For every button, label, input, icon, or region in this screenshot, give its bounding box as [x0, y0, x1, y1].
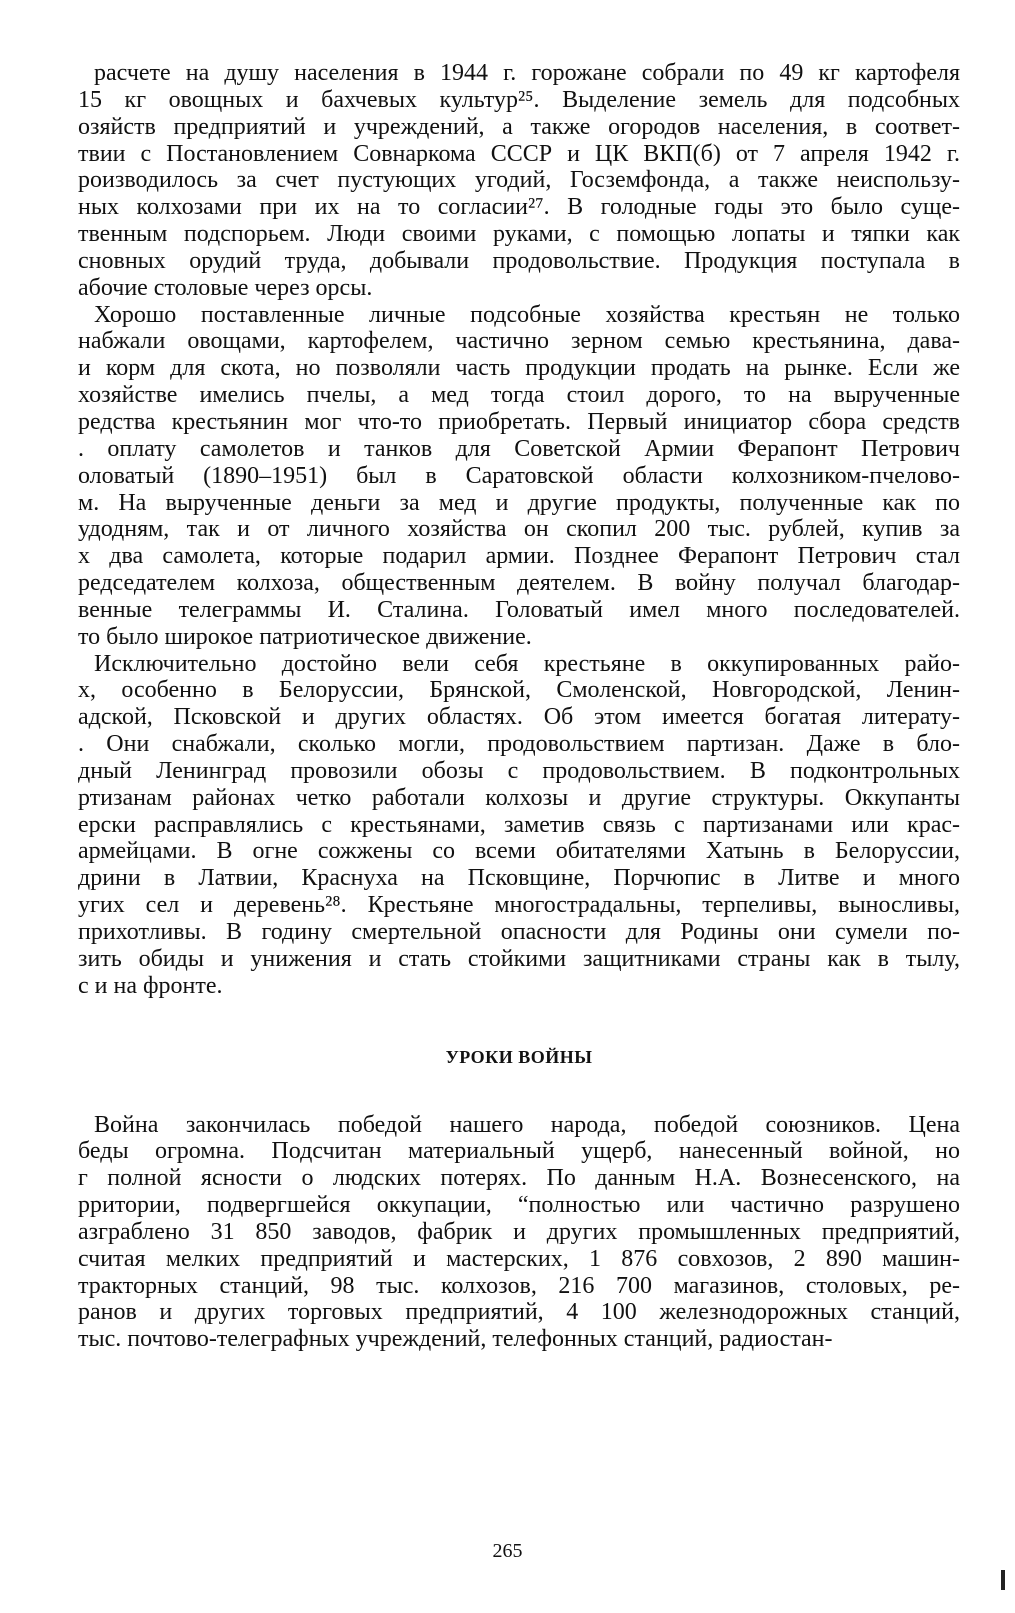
text-line: роизводилось за счет пустующих угодий, Госземфонда, а также неиспользу-	[78, 167, 960, 194]
text-line: зить обиды и унижения и стать стойкими защитниками страны как в тылу,	[78, 945, 960, 972]
text-line: рритории, подвергшейся оккупации, “полностью или частично разрушено	[78, 1192, 960, 1219]
text-line: азграблено 31 850 заводов, фабрик и других промышленных предприятий,	[78, 1218, 960, 1245]
text-line: ранов и других торговых предприятий, 4 100 железнодорожных станций,	[78, 1299, 960, 1326]
text-line: хозяйстве имелись пчелы, а мед тогда стоил дорого, то на вырученные	[78, 382, 960, 409]
text-line: Война закончилась победой нашего народа, победой союзников. Цена	[94, 1111, 960, 1138]
section-heading: УРОКИ ВОЙНЫ	[445, 1046, 593, 1067]
text-line: озяйств предприятий и учреждений, а также огородов населения, в соответ-	[78, 113, 960, 140]
text-line: тыс. почтово-телеграфных учреждений, телефонных станций, радиостан-	[78, 1326, 833, 1353]
text-line: венные телеграммы И. Сталина. Головатый имел много последователей.	[78, 596, 960, 623]
text-line: тракторных станций, 98 тыс. колхозов, 216 700 магазинов, столовых, ре-	[78, 1272, 960, 1299]
text-line: и корм для скота, но позволяли часть продукции продать на рынке. Если же	[78, 355, 960, 382]
text-line: х два самолета, которые подарил армии. Позднее Ферапонт Петрович стал	[78, 543, 960, 570]
book-page	[78, 60, 960, 1560]
text-line: м. На вырученные деньги за мед и другие продукты, полученные как по	[78, 489, 960, 516]
text-line: ных колхозами при их на то согласии²⁷. В голодные годы это было суще-	[78, 194, 960, 221]
text-line: твии с Постановлением Совнаркома СССР и ЦК ВКП(б) от 7 апреля 1942 г.	[78, 140, 960, 167]
section-paragraph	[78, 1112, 960, 1354]
paragraph	[78, 60, 960, 302]
text-line: редства крестьянин мог что-то приобретать. Первый инициатор сбора средств	[78, 408, 960, 435]
text-line: . Они снабжали, сколько могли, продовольствием партизан. Даже в бло-	[78, 731, 960, 758]
text-line: Хорошо поставленные личные подсобные хозяйства крестьян не только	[94, 301, 960, 328]
text-line: дрини в Латвии, Краснуха на Псковщине, Порчюпис в Литве и много	[78, 865, 960, 892]
text-line: армейцами. В огне сожжены со всеми обитателями Хатынь в Белоруссии,	[78, 838, 960, 865]
text-line: абочие столовые через орсы.	[78, 274, 373, 301]
body-text	[78, 60, 960, 1000]
text-line: беды огромна. Подсчитан материальный ущерб, нанесенный войной, но	[78, 1138, 960, 1165]
paragraph	[78, 651, 960, 1000]
text-line: считая мелких предприятий и мастерских, 1 876 совхозов, 2 890 машин-	[78, 1245, 960, 1272]
paragraph	[78, 302, 960, 651]
text-line: ерски расправлялись с крестьянами, заметив связь с партизанами или крас-	[78, 811, 960, 838]
text-line: . оплату самолетов и танков для Советской Армии Ферапонт Петрович	[78, 435, 960, 462]
text-line: сновных орудий труда, добывали продовольствие. Продукция поступала в	[78, 247, 960, 274]
text-line: адской, Псковской и других областях. Об этом имеется богатая литерату-	[78, 704, 960, 731]
text-line: 15 кг овощных и бахчевых культур²⁵. Выделение земель для подсобных	[78, 86, 960, 113]
text-line: набжали овощами, картофелем, частично зерном семью крестьянина, дава-	[78, 328, 960, 355]
text-line: удодням, так и от личного хозяйства он скопил 200 тыс. рублей, купив за	[78, 516, 960, 543]
text-line: редседателем колхоза, общественным деятелем. В войну получал благодар-	[78, 570, 960, 597]
text-line: Исключительно достойно вели себя крестьяне в оккупированных райо-	[94, 650, 960, 677]
text-line: угих сел и деревень²⁸. Крестьяне многострадальны, терпеливы, выносливы,	[78, 892, 960, 919]
scan-edge-mark	[1001, 1570, 1005, 1590]
text-line: твенным подспорьем. Люди своими руками, с помощью лопаты и тяпки как	[78, 221, 960, 248]
text-line: х, особенно в Белоруссии, Брянской, Смоленской, Новгородской, Ленин-	[78, 677, 960, 704]
text-line: ртизанам районах четко работали колхозы и другие структуры. Оккупанты	[78, 784, 960, 811]
text-line: расчете на душу населения в 1944 г. горожане собрали по 49 кг картофеля	[94, 60, 960, 86]
page-number: 265	[492, 1540, 523, 1562]
text-line: оловатый (1890–1951) был в Саратовской области колхозником-пчелово-	[78, 462, 960, 489]
text-line: то было широкое патриотическое движение.	[78, 623, 532, 650]
text-line: дный Ленинград провозили обозы с продовольствием. В подконтрольных	[78, 757, 960, 784]
text-line: прихотливы. В годину смертельной опасности для Родины они сумели по-	[78, 919, 960, 945]
text-line: с и на фронте.	[78, 972, 223, 999]
text-line: г полной ясности о людских потерях. По данным Н.А. Вознесенского, на	[78, 1165, 960, 1192]
